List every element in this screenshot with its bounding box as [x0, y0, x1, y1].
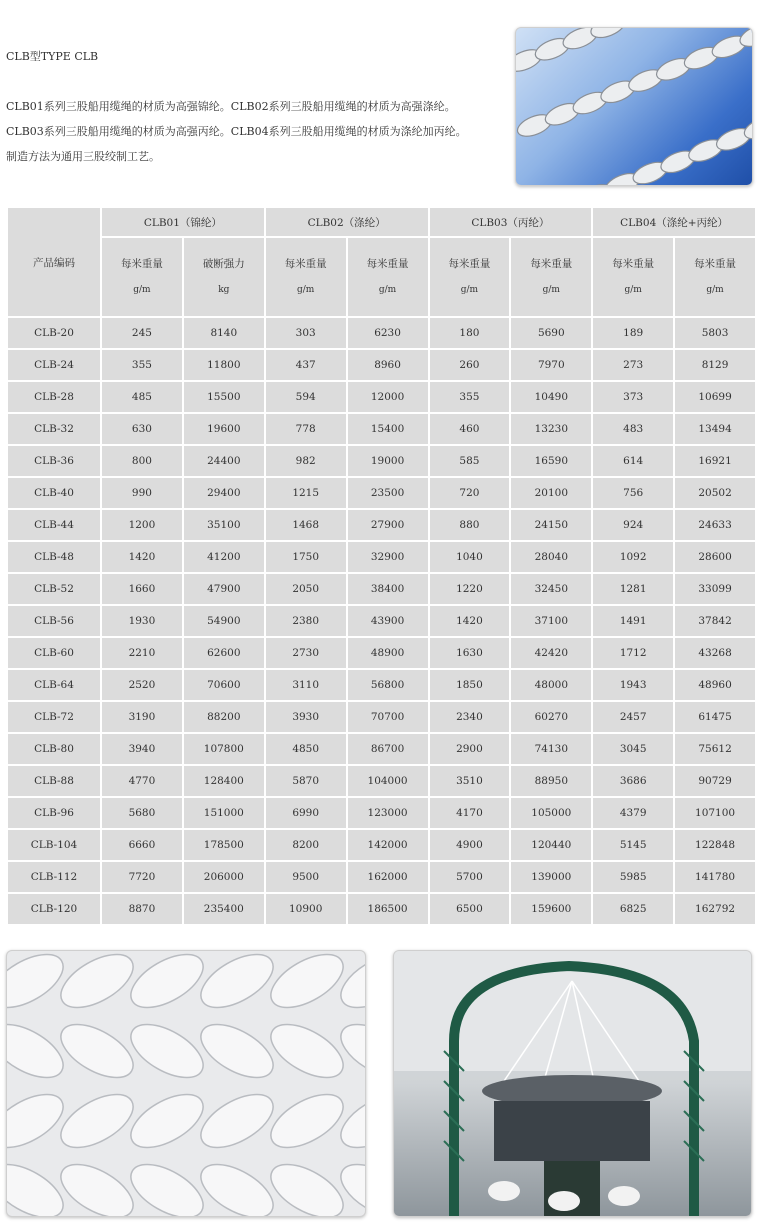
table-cell: 1712 [593, 638, 673, 668]
table-cell: 162792 [675, 894, 755, 924]
table-cell: 3045 [593, 734, 673, 764]
table-cell: 5803 [675, 318, 755, 348]
table-cell: 32900 [348, 542, 428, 572]
table-cell: 6230 [348, 318, 428, 348]
table-cell: 75612 [675, 734, 755, 764]
table-cell: 5985 [593, 862, 673, 892]
table-cell: 10699 [675, 382, 755, 412]
table-cell: 62600 [184, 638, 264, 668]
table-cell: 3110 [266, 670, 346, 700]
table-cell: 303 [266, 318, 346, 348]
product-code-cell: CLB-96 [8, 798, 100, 828]
table-row [8, 638, 755, 668]
table-cell: 42420 [511, 638, 591, 668]
table-cell: 74130 [511, 734, 591, 764]
table-cell: 1943 [593, 670, 673, 700]
table-cell: 48000 [511, 670, 591, 700]
table-cell: 24400 [184, 446, 264, 476]
product-code-cell: CLB-56 [8, 606, 100, 636]
column-subheader-unit: g/m [133, 285, 151, 295]
column-subheader [348, 238, 428, 316]
table-cell: 2900 [430, 734, 510, 764]
table-cell: 24633 [675, 510, 755, 540]
product-code-cell: CLB-60 [8, 638, 100, 668]
table-cell: 20100 [511, 478, 591, 508]
table-cell: 20502 [675, 478, 755, 508]
column-subheader-label: 每米重量 [530, 258, 573, 270]
table-cell: 120440 [511, 830, 591, 860]
product-code-cell: CLB-36 [8, 446, 100, 476]
column-subheader-label: 每米重量 [612, 258, 655, 270]
column-subheader-unit: g/m [542, 285, 560, 295]
table-cell: 122848 [675, 830, 755, 860]
table-row [8, 414, 755, 444]
table-cell: 8200 [266, 830, 346, 860]
column-subheader-label: 每米重量 [694, 258, 737, 270]
table-cell: 141780 [675, 862, 755, 892]
column-subheader [511, 238, 591, 316]
table-cell: 61475 [675, 702, 755, 732]
table-cell: 33099 [675, 574, 755, 604]
product-code-cell: CLB-80 [8, 734, 100, 764]
table-cell: 373 [593, 382, 673, 412]
table-cell: 5690 [511, 318, 591, 348]
table-cell: 1468 [266, 510, 346, 540]
table-cell: 3930 [266, 702, 346, 732]
table-cell: 483 [593, 414, 673, 444]
table-cell: 5700 [430, 862, 510, 892]
table-cell: 70700 [348, 702, 428, 732]
table-cell: 142000 [348, 830, 428, 860]
table-row [8, 318, 755, 348]
table-cell: 10490 [511, 382, 591, 412]
table-cell: 104000 [348, 766, 428, 796]
table-cell: 70600 [184, 670, 264, 700]
table-cell: 28040 [511, 542, 591, 572]
table-cell: 128400 [184, 766, 264, 796]
product-code-cell: CLB-52 [8, 574, 100, 604]
table-cell: 585 [430, 446, 510, 476]
table-cell: 2457 [593, 702, 673, 732]
table-cell: 800 [102, 446, 182, 476]
table-row [8, 862, 755, 892]
table-cell: 41200 [184, 542, 264, 572]
table-cell: 7720 [102, 862, 182, 892]
product-code-cell: CLB-104 [8, 830, 100, 860]
table-cell: 3686 [593, 766, 673, 796]
table-cell: 48960 [675, 670, 755, 700]
product-code-header: 产品编码 [8, 208, 100, 316]
table-cell: 1630 [430, 638, 510, 668]
table-cell: 1092 [593, 542, 673, 572]
page-title: CLB型TYPE CLB [6, 50, 99, 63]
table-cell: 4379 [593, 798, 673, 828]
table-cell: 16590 [511, 446, 591, 476]
table-row [8, 478, 755, 508]
table-cell: 1200 [102, 510, 182, 540]
table-cell: 19600 [184, 414, 264, 444]
table-cell: 47900 [184, 574, 264, 604]
table-row [8, 766, 755, 796]
table-cell: 4850 [266, 734, 346, 764]
table-cell: 38400 [348, 574, 428, 604]
table-cell: 23500 [348, 478, 428, 508]
table-row [8, 894, 755, 924]
table-cell: 2730 [266, 638, 346, 668]
table-cell: 1420 [430, 606, 510, 636]
table-cell: 1750 [266, 542, 346, 572]
rope-closeup-photo [6, 950, 366, 1217]
table-cell: 2050 [266, 574, 346, 604]
table-cell: 88950 [511, 766, 591, 796]
table-cell: 4770 [102, 766, 182, 796]
table-cell: 37100 [511, 606, 591, 636]
table-cell: 29400 [184, 478, 264, 508]
column-subheader-label: 每米重量 [448, 258, 491, 270]
table-row [8, 606, 755, 636]
column-subheader-label: 每米重量 [120, 258, 163, 270]
table-cell: 32450 [511, 574, 591, 604]
table-cell: 594 [266, 382, 346, 412]
group-header-clb02: CLB02（涤纶） [266, 208, 428, 236]
table-cell: 756 [593, 478, 673, 508]
table-cell: 6825 [593, 894, 673, 924]
table-cell: 60270 [511, 702, 591, 732]
table-cell: 13230 [511, 414, 591, 444]
column-subheader-unit: g/m [624, 285, 642, 295]
product-code-cell: CLB-64 [8, 670, 100, 700]
description [6, 94, 506, 169]
table-cell: 1281 [593, 574, 673, 604]
braiding-machine-illustration [394, 951, 751, 1216]
table-cell: 2210 [102, 638, 182, 668]
table-header-row [8, 208, 755, 236]
table-cell: 43900 [348, 606, 428, 636]
table-cell: 1215 [266, 478, 346, 508]
table-cell: 19000 [348, 446, 428, 476]
table-cell: 186500 [348, 894, 428, 924]
table-cell: 614 [593, 446, 673, 476]
table-cell: 24150 [511, 510, 591, 540]
table-cell: 90729 [675, 766, 755, 796]
table-cell: 9500 [266, 862, 346, 892]
table-row [8, 702, 755, 732]
table-cell: 1420 [102, 542, 182, 572]
table-cell: 180 [430, 318, 510, 348]
product-code-cell: CLB-112 [8, 862, 100, 892]
table-cell: 162000 [348, 862, 428, 892]
table-cell: 15500 [184, 382, 264, 412]
table-cell: 1491 [593, 606, 673, 636]
column-subheader-label: 每米重量 [284, 258, 327, 270]
table-cell: 54900 [184, 606, 264, 636]
table-cell: 3940 [102, 734, 182, 764]
table-cell: 245 [102, 318, 182, 348]
column-subheader-unit: g/m [460, 285, 479, 295]
table-cell: 990 [102, 478, 182, 508]
table-cell: 8870 [102, 894, 182, 924]
table-cell: 630 [102, 414, 182, 444]
product-code-cell: CLB-72 [8, 702, 100, 732]
table-cell: 2340 [430, 702, 510, 732]
group-header-clb04: CLB04（涤纶+丙纶） [593, 208, 755, 236]
table-cell: 1040 [430, 542, 510, 572]
table-cell: 1930 [102, 606, 182, 636]
table-cell: 8129 [675, 350, 755, 380]
table-row [8, 830, 755, 860]
table-cell: 1220 [430, 574, 510, 604]
column-subheader [593, 238, 673, 316]
product-code-cell: CLB-32 [8, 414, 100, 444]
product-code-cell: CLB-20 [8, 318, 100, 348]
table-cell: 48900 [348, 638, 428, 668]
table-cell: 206000 [184, 862, 264, 892]
table-cell: 8140 [184, 318, 264, 348]
table-cell: 924 [593, 510, 673, 540]
table-cell: 12000 [348, 382, 428, 412]
table-cell: 8960 [348, 350, 428, 380]
table-row [8, 670, 755, 700]
table-cell: 5870 [266, 766, 346, 796]
table-cell: 27900 [348, 510, 428, 540]
column-subheader-unit: g/m [297, 285, 315, 295]
product-code-cell: CLB-88 [8, 766, 100, 796]
table-cell: 2380 [266, 606, 346, 636]
table-cell: 37842 [675, 606, 755, 636]
table-row [8, 510, 755, 540]
product-code-cell: CLB-44 [8, 510, 100, 540]
table-cell: 1660 [102, 574, 182, 604]
product-code-cell: CLB-40 [8, 478, 100, 508]
table-row [8, 382, 755, 412]
table-cell: 6660 [102, 830, 182, 860]
table-cell: 107800 [184, 734, 264, 764]
braiding-machine-photo [393, 950, 752, 1217]
table-cell: 159600 [511, 894, 591, 924]
table-cell: 2520 [102, 670, 182, 700]
table-cell: 10900 [266, 894, 346, 924]
table-cell: 355 [102, 350, 182, 380]
description-line: CLB03系列三股船用缆绳的材质为高强丙纶。CLB04系列三股船用缆绳的材质为涤纶加丙纶。 [6, 125, 467, 138]
table-cell: 460 [430, 414, 510, 444]
table-cell: 35100 [184, 510, 264, 540]
table-cell: 260 [430, 350, 510, 380]
table-cell: 778 [266, 414, 346, 444]
table-cell: 105000 [511, 798, 591, 828]
rope-photo-blue [515, 27, 753, 186]
column-subheader [102, 238, 182, 316]
table-cell: 56800 [348, 670, 428, 700]
table-cell: 3510 [430, 766, 510, 796]
product-code-cell: CLB-120 [8, 894, 100, 924]
table-cell: 3190 [102, 702, 182, 732]
group-header-clb01: CLB01（锦纶） [102, 208, 264, 236]
column-subheader-label: 每米重量 [366, 258, 409, 270]
table-cell: 982 [266, 446, 346, 476]
table-cell: 5680 [102, 798, 182, 828]
table-cell: 4900 [430, 830, 510, 860]
table-row [8, 734, 755, 764]
column-subheader [184, 238, 264, 316]
group-header-clb03: CLB03（丙纶） [430, 208, 592, 236]
spec-table [6, 206, 757, 926]
table-cell: 15400 [348, 414, 428, 444]
column-subheader-label: 破断强力 [202, 258, 245, 270]
column-subheader-unit: kg [218, 285, 230, 295]
table-cell: 28600 [675, 542, 755, 572]
table-cell: 355 [430, 382, 510, 412]
column-subheader [430, 238, 510, 316]
description-line: CLB01系列三股船用缆绳的材质为高强锦纶。CLB02系列三股船用缆绳的材质为高强涤纶。 [6, 100, 456, 113]
table-cell: 1850 [430, 670, 510, 700]
table-cell: 880 [430, 510, 510, 540]
column-subheader-unit: g/m [706, 285, 724, 295]
table-cell: 16921 [675, 446, 755, 476]
table-cell: 273 [593, 350, 673, 380]
table-cell: 178500 [184, 830, 264, 860]
column-subheader [675, 238, 755, 316]
table-cell: 189 [593, 318, 673, 348]
table-cell: 151000 [184, 798, 264, 828]
table-cell: 6500 [430, 894, 510, 924]
product-code-cell: CLB-48 [8, 542, 100, 572]
table-row [8, 446, 755, 476]
rope-illustration [516, 28, 752, 185]
table-cell: 86700 [348, 734, 428, 764]
table-cell: 6990 [266, 798, 346, 828]
rope-closeup-illustration [7, 951, 365, 1216]
table-cell: 107100 [675, 798, 755, 828]
column-subheader [266, 238, 346, 316]
description-line: 制造方法为通用三股绞制工艺。 [6, 150, 160, 163]
table-row [8, 798, 755, 828]
product-code-cell: CLB-28 [8, 382, 100, 412]
table-cell: 88200 [184, 702, 264, 732]
product-code-cell: CLB-24 [8, 350, 100, 380]
table-cell: 139000 [511, 862, 591, 892]
table-cell: 235400 [184, 894, 264, 924]
table-cell: 485 [102, 382, 182, 412]
table-cell: 4170 [430, 798, 510, 828]
table-cell: 7970 [511, 350, 591, 380]
table-cell: 13494 [675, 414, 755, 444]
table-row [8, 574, 755, 604]
table-row [8, 542, 755, 572]
table-cell: 5145 [593, 830, 673, 860]
table-cell: 11800 [184, 350, 264, 380]
table-cell: 437 [266, 350, 346, 380]
table-cell: 720 [430, 478, 510, 508]
table-subheader-row [8, 238, 755, 316]
table-cell: 123000 [348, 798, 428, 828]
table-row [8, 350, 755, 380]
column-subheader-unit: g/m [378, 285, 397, 295]
table-cell: 43268 [675, 638, 755, 668]
